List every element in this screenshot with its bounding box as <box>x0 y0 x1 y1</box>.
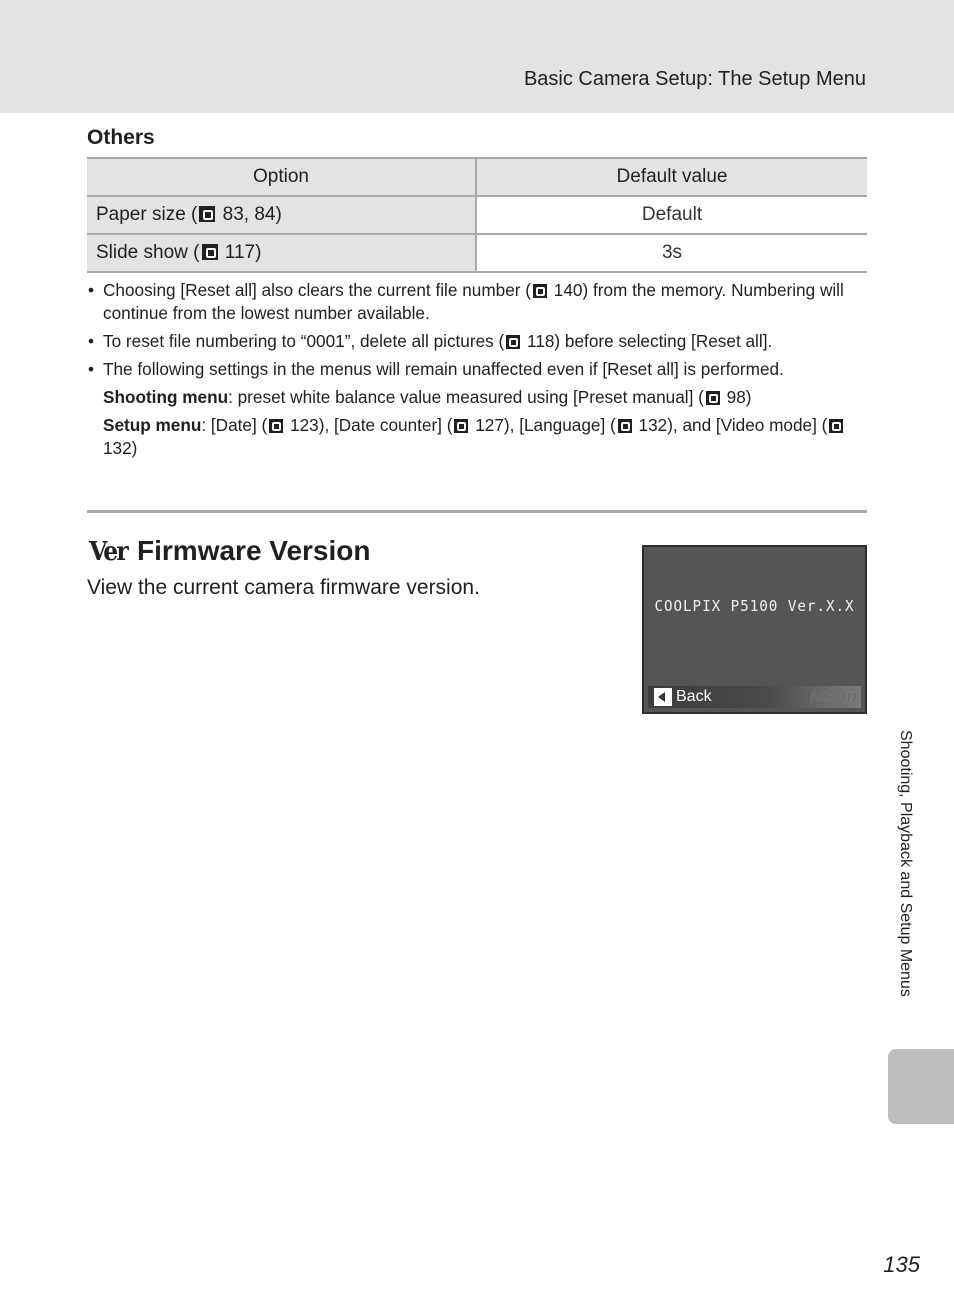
note-text: 132), and [Video mode] ( <box>638 415 828 435</box>
side-tab <box>888 1049 954 1124</box>
bullet: • <box>88 280 95 300</box>
table-header-row <box>87 158 867 196</box>
others-defaults-table <box>87 157 867 273</box>
page-reference-icon <box>269 419 283 433</box>
table-cell-option <box>87 234 476 272</box>
page-number: 135 <box>883 1252 920 1277</box>
firmware-version-heading <box>87 535 370 567</box>
note-text: The following settings in the menus will remain unaffected even if [Reset all] is performed. <box>103 359 784 379</box>
note-text: 140) from the memory. Numbering will continue from the lowest number available. <box>103 280 844 323</box>
shooting-menu-label: Shooting menu <box>103 387 229 407</box>
column-header-default-value: Default value <box>476 158 867 196</box>
firmware-title-text: Firmware Version <box>137 535 371 566</box>
option-text: Slide show ( <box>96 242 200 263</box>
table-cell-value: Default <box>476 196 867 234</box>
table-row <box>87 196 867 234</box>
note-text: 132) <box>103 438 138 458</box>
running-header-title: Basic Camera Setup: The Setup Menu <box>523 68 866 90</box>
shooting-menu-note <box>87 386 867 409</box>
page-reference-icon <box>829 419 843 433</box>
option-text: Paper size ( <box>96 204 198 225</box>
page-ref-text: 117) <box>224 242 262 263</box>
note-text: : preset white balance value measured using [Preset manual] ( <box>228 387 704 407</box>
note-text: To reset file numbering to “0001”, delete all pictures ( <box>103 331 505 351</box>
table-cell-value: 3s <box>476 234 867 272</box>
camera-screen-illustration <box>642 545 867 714</box>
back-button <box>654 688 712 706</box>
note-text: 118) before selecting [Reset all]. <box>527 331 773 351</box>
bullet: • <box>88 331 95 351</box>
bullet: • <box>88 359 95 379</box>
page-reference-icon <box>618 419 632 433</box>
others-heading: Others <box>87 126 155 149</box>
notes-list <box>87 279 867 381</box>
page-reference-icon <box>202 244 218 260</box>
screen-bottom-bar <box>648 686 861 708</box>
setup-menu-note <box>87 414 867 460</box>
note-text: 127), [Language] ( <box>475 415 616 435</box>
section-divider <box>87 510 867 513</box>
note-text: Choosing [Reset all] also clears the current file number ( <box>103 280 531 300</box>
firmware-version-readout: COOLPIX P5100 Ver.X.X <box>654 597 855 615</box>
header-band <box>0 0 954 113</box>
page-reference-icon <box>199 206 215 222</box>
setup-menu-label: Setup menu <box>103 415 202 435</box>
back-label: Back <box>676 688 712 705</box>
note-text: 123), [Date counter] ( <box>290 415 453 435</box>
firmware-description: View the current camera firmware version. <box>87 576 480 599</box>
page-reference-icon <box>454 419 468 433</box>
page-reference-icon <box>706 391 720 405</box>
notes-section <box>87 279 867 460</box>
note-text: : [Date] ( <box>201 415 268 435</box>
note-text: 98) <box>726 387 752 407</box>
ver-icon: Ver <box>89 537 127 567</box>
table-cell-option <box>87 196 476 234</box>
list-item <box>87 279 867 325</box>
back-arrow-icon <box>654 688 672 706</box>
nikon-logo: Nikon <box>809 687 857 706</box>
column-header-option: Option <box>87 158 476 196</box>
list-item <box>87 330 867 353</box>
list-item <box>87 358 867 381</box>
table-row <box>87 234 867 272</box>
page-ref-text: 83, 84) <box>222 204 282 225</box>
page-reference-icon <box>506 335 520 349</box>
side-tab-label: Shooting, Playback and Setup Menus <box>897 730 914 997</box>
page-reference-icon <box>533 284 547 298</box>
